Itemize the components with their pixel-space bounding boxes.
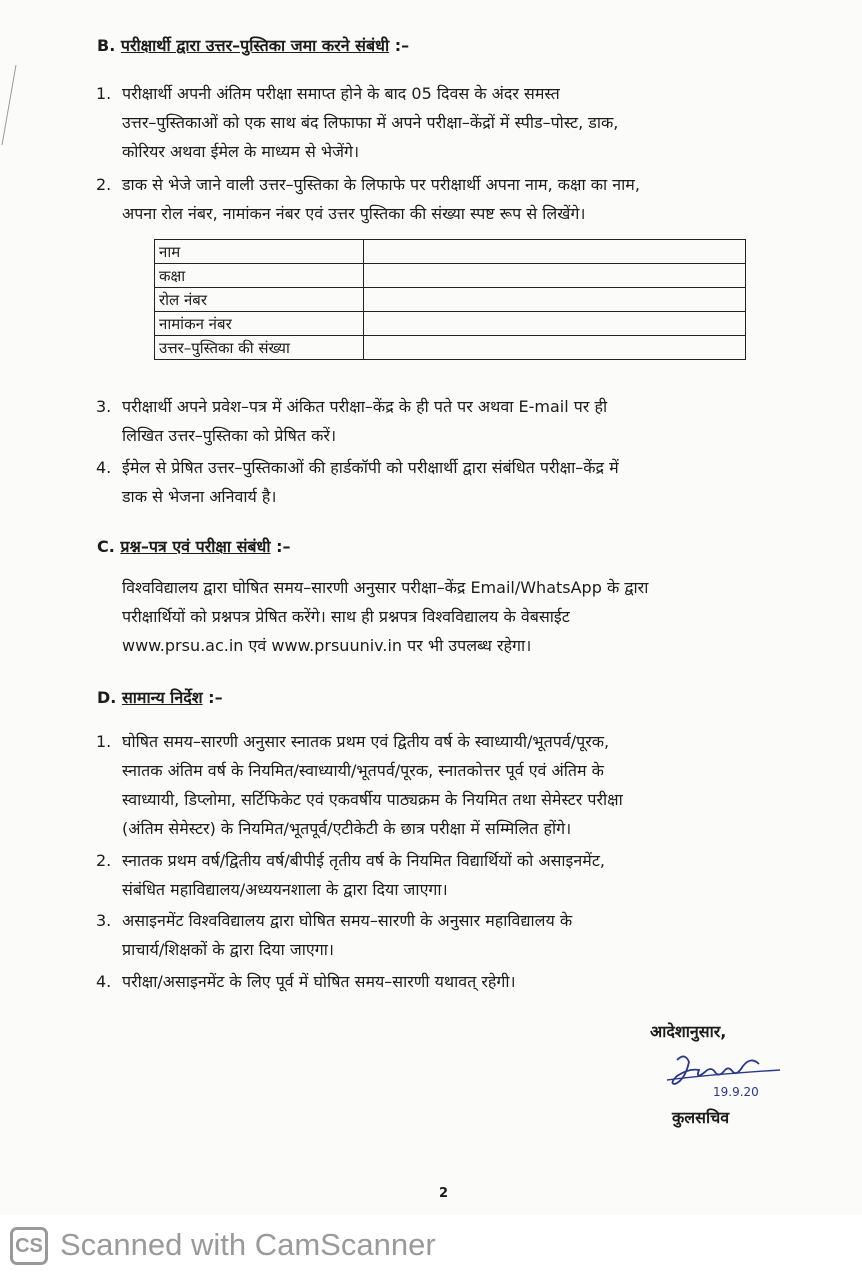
item-number: 2.	[96, 851, 112, 870]
table-row	[155, 240, 746, 264]
section-b-item-1	[96, 79, 792, 166]
paragraph-line: विश्वविद्यालय द्वारा घोषित समय–सारणी अनुसार परीक्षा–केंद्र Email/WhatsApp के द्वारा	[122, 578, 649, 597]
item-number: 1.	[96, 732, 112, 751]
envelope-details-table	[154, 239, 746, 360]
section-c-suffix: :–	[270, 537, 291, 556]
item-line: लिखित उत्तर–पुस्तिका को प्रेषित करें।	[122, 426, 337, 445]
item-line: परीक्षार्थी अपनी अंतिम परीक्षा समाप्त होने के बाद 05 दिवस के अंदर समस्त	[122, 84, 560, 103]
item-line: उत्तर–पुस्तिकाओं को एक साथ बंद लिफाफा में अपने परीक्षा–केंद्रों में स्पीड–पोस्ट, डाक,	[122, 113, 619, 132]
item-line: अपना रोल नंबर, नामांकन नंबर एवं उत्तर पुस्तिका की संख्या स्पष्ट रूप से लिखेंगे।	[122, 204, 586, 223]
item-number: 4.	[96, 972, 112, 991]
section-d-item-4	[96, 967, 792, 996]
section-d-item-3	[96, 906, 792, 964]
camscanner-logo-icon: CS	[10, 1227, 48, 1265]
section-b-heading	[97, 34, 409, 56]
item-line: प्राचार्य/शिक्षकों के द्वारा दिया जाएगा।	[122, 940, 334, 959]
section-d-suffix: :–	[202, 688, 223, 707]
section-b-item-4	[96, 453, 792, 511]
signature-date: 19.9.20	[713, 1085, 759, 1099]
item-line: असाइनमेंट विश्वविद्यालय द्वारा घोषित समय–सारणी के अनुसार महाविद्यालय के	[122, 911, 573, 930]
item-line: डाक से भेजना अनिवार्य है।	[122, 487, 277, 506]
section-c-heading	[97, 535, 291, 557]
table-row	[155, 312, 746, 336]
section-d-heading	[97, 686, 223, 708]
section-b-suffix: :–	[389, 36, 410, 55]
table-label-cell: कक्षा	[155, 264, 364, 288]
table-blank-cell	[364, 312, 746, 336]
item-number: 3.	[96, 911, 112, 930]
section-d-letter: D.	[97, 688, 117, 707]
page-number: 2	[439, 1186, 449, 1201]
item-line: संबंधित महाविद्यालय/अध्ययनशाला के द्वारा दिया जाएगा।	[122, 880, 448, 899]
table-row	[155, 336, 746, 360]
table-row	[155, 264, 746, 288]
table-label-cell: रोल नंबर	[155, 288, 364, 312]
section-b-title: परीक्षार्थी द्वारा उत्तर–पुस्तिका जमा करने संबंधी	[120, 36, 390, 55]
item-line: घोषित समय–सारणी अनुसार स्नातक प्रथम एवं द्वितीय वर्ष के स्वाध्यायी/भूतपर्व/पूरक,	[122, 732, 610, 751]
section-d-item-1	[96, 727, 792, 843]
item-line: स्वाध्यायी, डिप्लोमा, सर्टिफिकेट एवं एकवर्षीय पाठ्यक्रम के नियमित तथा सेमेस्टर परीक्षा	[122, 790, 623, 809]
section-c-title: प्रश्न–पत्र एवं परीक्षा संबंधी	[120, 537, 271, 556]
item-line: ईमेल से प्रेषित उत्तर–पुस्तिकाओं की हार्डकॉपी को परीक्षार्थी द्वारा संबंधित परीक्षा–केंद्र में	[122, 458, 619, 477]
item-line: स्नातक प्रथम वर्ष/द्वितीय वर्ष/बीपीई तृतीय वर्ष के नियमित विद्यार्थियों को असाइनमेंट,	[122, 851, 605, 870]
item-number: 4.	[96, 458, 112, 477]
order-text: आदेशानुसार,	[650, 1022, 727, 1041]
item-line: (अंतिम सेमेस्टर) के नियमित/भूतपूर्व/एटीकेटी के छात्र परीक्षा में सम्मिलित होंगे।	[122, 819, 572, 838]
section-c-letter: C.	[97, 537, 115, 556]
designation-text: कुलसचिव	[672, 1108, 730, 1127]
paragraph-line: परीक्षार्थियों को प्रश्नपत्र प्रेषित करेंगे। साथ ही प्रश्नपत्र विश्वविद्यालय के वेबसाईट	[122, 607, 570, 626]
section-b-letter: B.	[97, 36, 116, 55]
camscanner-watermark-text: Scanned with CamScanner	[60, 1227, 436, 1262]
paragraph-line: www.prsu.ac.in एवं www.prsuuniv.in पर भी उपलब्ध रहेगा।	[122, 636, 532, 655]
signature	[655, 1050, 785, 1105]
item-line: स्नातक अंतिम वर्ष के नियमित/स्वाध्यायी/भूतपर्व/पूरक, स्नातकोत्तर पूर्व एवं अंतिम के	[122, 761, 604, 780]
table-blank-cell	[364, 288, 746, 312]
item-line: डाक से भेजे जाने वाली उत्तर–पुस्तिका के लिफाफे पर परीक्षार्थी अपना नाम, कक्षा का नाम,	[122, 175, 640, 194]
item-number: 3.	[96, 397, 112, 416]
item-line: परीक्षार्थी अपने प्रवेश–पत्र में अंकित परीक्षा–केंद्र के ही पते पर अथवा E-mail पर ही	[122, 397, 608, 416]
camscanner-footer	[0, 1215, 862, 1280]
table-row	[155, 288, 746, 312]
table-blank-cell	[364, 264, 746, 288]
item-number: 1.	[96, 84, 112, 103]
table-blank-cell	[364, 240, 746, 264]
item-line: परीक्षा/असाइनमेंट के लिए पूर्व में घोषित समय–सारणी यथावत् रहेगी।	[122, 972, 516, 991]
table-label-cell: नाम	[155, 240, 364, 264]
table-label-cell: नामांकन नंबर	[155, 312, 364, 336]
section-d-title: सामान्य निर्देश	[121, 688, 203, 707]
section-b-item-2	[96, 170, 792, 228]
table-blank-cell	[364, 336, 746, 360]
section-b-item-3	[96, 392, 792, 450]
table-label-cell: उत्तर–पुस्तिका की संख्या	[155, 336, 364, 360]
section-c-paragraph	[122, 573, 792, 660]
section-d-item-2	[96, 846, 792, 904]
item-line: कोरियर अथवा ईमेल के माध्यम से भेजेंगे।	[122, 142, 360, 161]
scan-margin-mark	[0, 60, 20, 150]
item-number: 2.	[96, 175, 112, 194]
